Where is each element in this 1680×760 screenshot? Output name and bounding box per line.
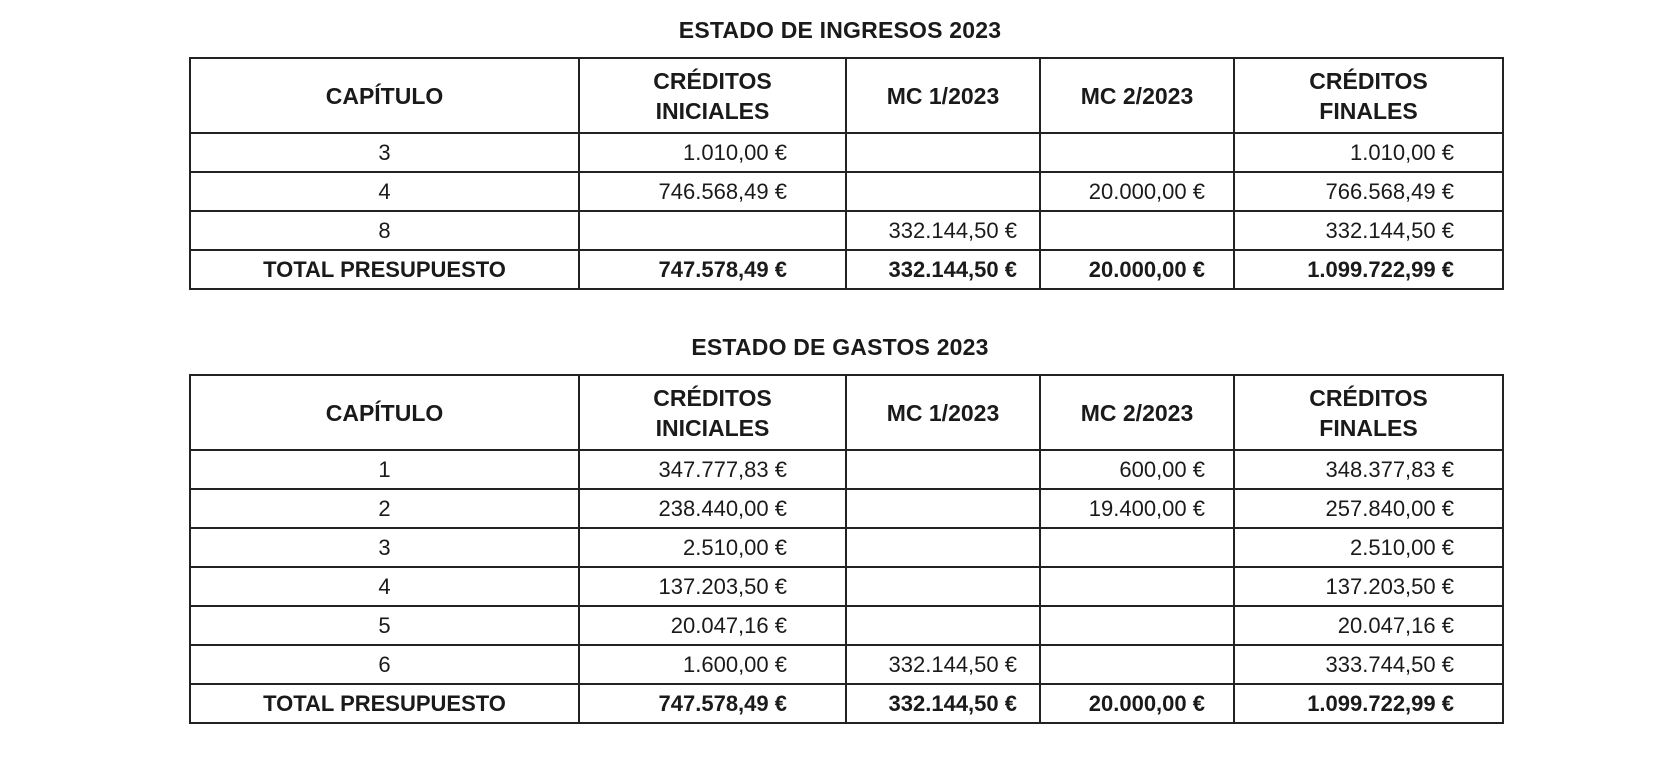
cell-iniciales: 20.047,16 € bbox=[579, 606, 846, 645]
header-line: CRÉDITOS bbox=[653, 384, 772, 411]
table-header-row bbox=[190, 375, 1503, 450]
cell-finales: 333.744,50 € bbox=[1234, 645, 1503, 684]
table-row bbox=[190, 211, 1503, 250]
cell-capitulo: 3 bbox=[190, 528, 579, 567]
total-iniciales: 747.578,49 € bbox=[579, 684, 846, 723]
cell-iniciales: 1.600,00 € bbox=[579, 645, 846, 684]
table-row bbox=[190, 172, 1503, 211]
cell-capitulo: 6 bbox=[190, 645, 579, 684]
cell-iniciales: 2.510,00 € bbox=[579, 528, 846, 567]
total-mc2: 20.000,00 € bbox=[1040, 250, 1234, 289]
header-line: CRÉDITOS bbox=[653, 67, 772, 94]
cell-mc2: 600,00 € bbox=[1040, 450, 1234, 489]
cell-mc2 bbox=[1040, 133, 1234, 172]
cell-mc2 bbox=[1040, 211, 1234, 250]
header-capitulo: CAPÍTULO bbox=[190, 375, 579, 450]
table-row bbox=[190, 133, 1503, 172]
cell-mc2: 19.400,00 € bbox=[1040, 489, 1234, 528]
header-creditos-iniciales bbox=[579, 58, 846, 133]
table-row bbox=[190, 567, 1503, 606]
header-mc1: MC 1/2023 bbox=[846, 375, 1040, 450]
cell-iniciales: 238.440,00 € bbox=[579, 489, 846, 528]
cell-mc2 bbox=[1040, 567, 1234, 606]
header-line: FINALES bbox=[1319, 414, 1418, 441]
cell-mc1 bbox=[846, 489, 1040, 528]
cell-finales: 20.047,16 € bbox=[1234, 606, 1503, 645]
cell-capitulo: 3 bbox=[190, 133, 579, 172]
header-mc2: MC 2/2023 bbox=[1040, 58, 1234, 133]
header-line: INICIALES bbox=[655, 97, 770, 124]
cell-capitulo: 1 bbox=[190, 450, 579, 489]
cell-finales: 766.568,49 € bbox=[1234, 172, 1503, 211]
cell-finales: 2.510,00 € bbox=[1234, 528, 1503, 567]
cell-capitulo: 4 bbox=[190, 172, 579, 211]
cell-iniciales: 347.777,83 € bbox=[579, 450, 846, 489]
total-row bbox=[190, 684, 1503, 723]
cell-capitulo: 8 bbox=[190, 211, 579, 250]
cell-mc1 bbox=[846, 606, 1040, 645]
cell-mc2 bbox=[1040, 645, 1234, 684]
total-finales: 1.099.722,99 € bbox=[1234, 250, 1503, 289]
cell-iniciales: 137.203,50 € bbox=[579, 567, 846, 606]
cell-capitulo: 4 bbox=[190, 567, 579, 606]
cell-iniciales: 746.568,49 € bbox=[579, 172, 846, 211]
header-line: CRÉDITOS bbox=[1309, 67, 1428, 94]
cell-mc1 bbox=[846, 567, 1040, 606]
income-table-title: ESTADO DE INGRESOS 2023 bbox=[678, 17, 1002, 43]
cell-capitulo: 5 bbox=[190, 606, 579, 645]
cell-capitulo: 2 bbox=[190, 489, 579, 528]
header-creditos-finales bbox=[1234, 58, 1503, 133]
cell-iniciales: 1.010,00 € bbox=[579, 133, 846, 172]
cell-finales: 137.203,50 € bbox=[1234, 567, 1503, 606]
total-iniciales: 747.578,49 € bbox=[579, 250, 846, 289]
cell-iniciales bbox=[579, 211, 846, 250]
total-mc2: 20.000,00 € bbox=[1040, 684, 1234, 723]
expense-table bbox=[189, 374, 1504, 724]
header-capitulo: CAPÍTULO bbox=[190, 58, 579, 133]
table-header-row bbox=[190, 58, 1503, 133]
header-line: FINALES bbox=[1319, 97, 1418, 124]
header-creditos-finales bbox=[1234, 375, 1503, 450]
cell-finales: 348.377,83 € bbox=[1234, 450, 1503, 489]
cell-mc1 bbox=[846, 172, 1040, 211]
table-row bbox=[190, 606, 1503, 645]
table-row bbox=[190, 450, 1503, 489]
total-label: TOTAL PRESUPUESTO bbox=[190, 250, 579, 289]
header-creditos-iniciales bbox=[579, 375, 846, 450]
cell-mc2: 20.000,00 € bbox=[1040, 172, 1234, 211]
cell-mc1: 332.144,50 € bbox=[846, 211, 1040, 250]
cell-mc1 bbox=[846, 450, 1040, 489]
cell-finales: 1.010,00 € bbox=[1234, 133, 1503, 172]
income-table bbox=[189, 57, 1504, 290]
header-mc2: MC 2/2023 bbox=[1040, 375, 1234, 450]
total-row bbox=[190, 250, 1503, 289]
cell-mc1 bbox=[846, 133, 1040, 172]
table-row bbox=[190, 489, 1503, 528]
header-line: INICIALES bbox=[655, 414, 770, 441]
expense-table-title: ESTADO DE GASTOS 2023 bbox=[691, 334, 989, 360]
cell-mc2 bbox=[1040, 528, 1234, 567]
total-mc1: 332.144,50 € bbox=[846, 684, 1040, 723]
table-row bbox=[190, 645, 1503, 684]
cell-mc2 bbox=[1040, 606, 1234, 645]
cell-finales: 257.840,00 € bbox=[1234, 489, 1503, 528]
total-finales: 1.099.722,99 € bbox=[1234, 684, 1503, 723]
total-mc1: 332.144,50 € bbox=[846, 250, 1040, 289]
cell-mc1 bbox=[846, 528, 1040, 567]
header-mc1: MC 1/2023 bbox=[846, 58, 1040, 133]
cell-finales: 332.144,50 € bbox=[1234, 211, 1503, 250]
cell-mc1: 332.144,50 € bbox=[846, 645, 1040, 684]
table-row bbox=[190, 528, 1503, 567]
header-line: CRÉDITOS bbox=[1309, 384, 1428, 411]
total-label: TOTAL PRESUPUESTO bbox=[190, 684, 579, 723]
